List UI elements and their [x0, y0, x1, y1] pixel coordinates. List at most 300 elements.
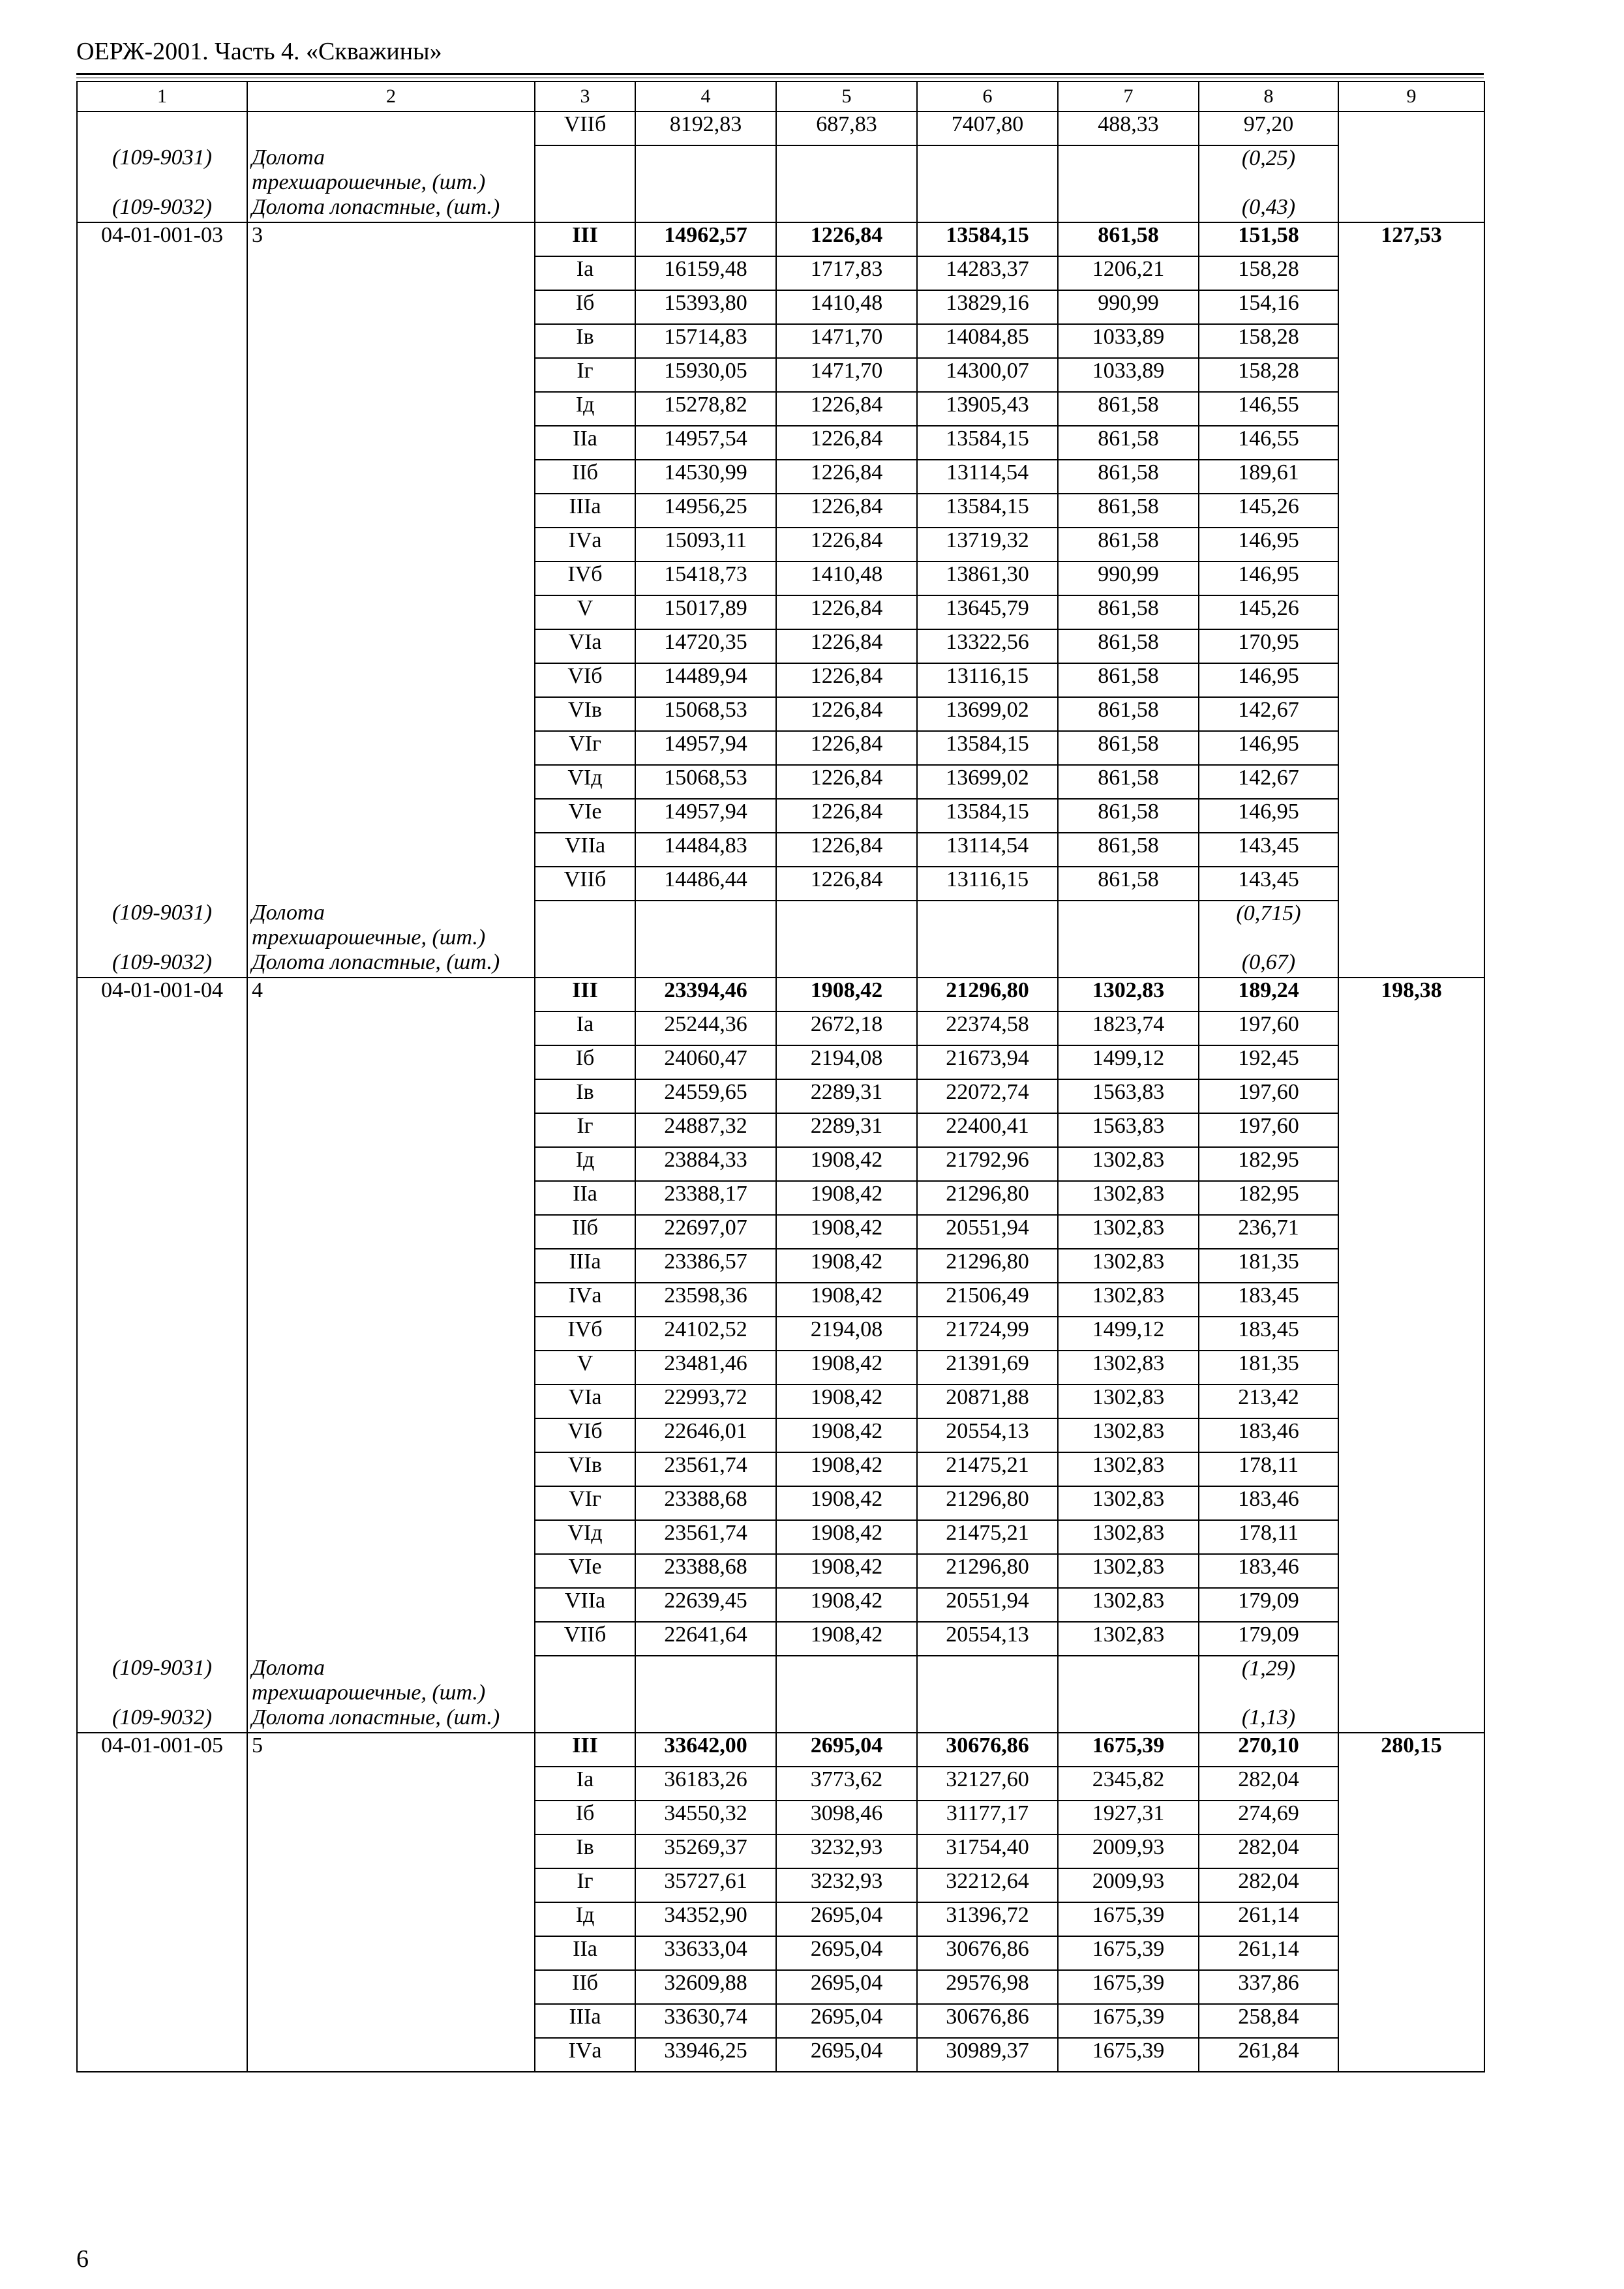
table-row: [77, 1317, 1484, 1351]
group-name: 3: [247, 222, 535, 256]
table-row: [77, 358, 1484, 392]
table-cell: 16159,48: [635, 256, 776, 290]
table-cell: 142,67: [1199, 765, 1338, 799]
table-row: [77, 1520, 1484, 1554]
empty-cell: [1338, 358, 1484, 392]
table-cell: 146,55: [1199, 392, 1338, 426]
table-cell: VIа: [535, 1384, 635, 1418]
empty-cell: [535, 1705, 635, 1733]
table-cell: 30676,86: [917, 1733, 1058, 1767]
table-row: [77, 1215, 1484, 1249]
empty-cell: [247, 1113, 535, 1147]
empty-cell: [1338, 1936, 1484, 1970]
table-cell: 21296,80: [917, 1249, 1058, 1283]
table-cell: 1302,83: [1058, 1622, 1199, 1656]
empty-cell: [1338, 1418, 1484, 1452]
empty-cell: [247, 1520, 535, 1554]
empty-cell: [1338, 256, 1484, 290]
empty-cell: [247, 1147, 535, 1181]
table-cell: 14530,99: [635, 460, 776, 494]
table-cell: 1302,83: [1058, 1283, 1199, 1317]
table-cell: 13584,15: [917, 426, 1058, 460]
table-cell: 1908,42: [776, 1147, 917, 1181]
table-cell: 1908,42: [776, 1351, 917, 1384]
table-cell: 21724,99: [917, 1317, 1058, 1351]
empty-cell: [1338, 528, 1484, 561]
table-cell: 14956,25: [635, 494, 776, 528]
table-cell: 20554,13: [917, 1622, 1058, 1656]
empty-cell: [247, 2004, 535, 2038]
empty-cell: [1338, 833, 1484, 867]
table-cell: 36183,26: [635, 1767, 776, 1801]
table-cell: 13829,16: [917, 290, 1058, 324]
table-cell: 1302,83: [1058, 1384, 1199, 1418]
table-cell: 13584,15: [917, 494, 1058, 528]
empty-cell: [776, 195, 917, 222]
table-cell: 1908,42: [776, 1486, 917, 1520]
table-cell: 21391,69: [917, 1351, 1058, 1384]
table-cell: 861,58: [1058, 426, 1199, 460]
note-name: [247, 145, 535, 195]
note-name-text-2: трехшарошечные, (шт.): [252, 170, 486, 194]
table-cell: 1302,83: [1058, 1351, 1199, 1384]
table-cell: 1675,39: [1058, 1970, 1199, 2004]
table-cell: III: [535, 978, 635, 1011]
table-cell: 23561,74: [635, 1452, 776, 1486]
empty-cell: [776, 950, 917, 978]
table-cell: VIв: [535, 697, 635, 731]
empty-cell: [1338, 1656, 1484, 1705]
table-row: [77, 494, 1484, 528]
table-cell: 1226,84: [776, 528, 917, 561]
table-cell: VIв: [535, 1452, 635, 1486]
table-cell: 282,04: [1199, 1834, 1338, 1868]
table-cell: IIIа: [535, 2004, 635, 2038]
table-cell: 24559,65: [635, 1079, 776, 1113]
table-cell: 25244,36: [635, 1011, 776, 1045]
table-cell: 21296,80: [917, 1181, 1058, 1215]
empty-cell: [1338, 1622, 1484, 1656]
empty-cell: [247, 1767, 535, 1801]
empty-cell: [1338, 426, 1484, 460]
table-cell: 21792,96: [917, 1147, 1058, 1181]
empty-cell: [1338, 1486, 1484, 1520]
table-cell: 181,35: [1199, 1249, 1338, 1283]
empty-cell: [247, 1868, 535, 1902]
empty-cell: [1338, 1249, 1484, 1283]
table-row: [77, 1249, 1484, 1283]
table-row: [77, 392, 1484, 426]
table-cell: IVа: [535, 528, 635, 561]
table-cell: 1563,83: [1058, 1079, 1199, 1113]
note-code: [77, 145, 247, 195]
note-value: [1199, 901, 1338, 950]
table-row: [77, 256, 1484, 290]
table-cell: 179,09: [1199, 1622, 1338, 1656]
empty-cell: [1338, 1011, 1484, 1045]
empty-cell: [776, 1656, 917, 1705]
empty-cell: [247, 1902, 535, 1936]
note-name: [247, 950, 535, 978]
column-number: 7: [1058, 82, 1199, 112]
table-cell: 861,58: [1058, 595, 1199, 629]
note-value-text: (0,715): [1236, 901, 1301, 925]
group-code: 04-01-001-05: [77, 1733, 247, 1767]
empty-cell: [77, 1215, 247, 1249]
table-cell: 14300,07: [917, 358, 1058, 392]
table-cell: 146,95: [1199, 799, 1338, 833]
table-cell: 14283,37: [917, 256, 1058, 290]
table-cell: 13719,32: [917, 528, 1058, 561]
note-code-text: (109-9032): [112, 950, 212, 974]
table-cell: 15278,82: [635, 392, 776, 426]
column-number: 1: [77, 82, 247, 112]
table-cell: 13699,02: [917, 697, 1058, 731]
table-row: [77, 112, 1484, 145]
empty-cell: [77, 1767, 247, 1801]
table-cell: 1302,83: [1058, 1486, 1199, 1520]
table-cell: IIа: [535, 426, 635, 460]
table-cell: 21296,80: [917, 978, 1058, 1011]
material-note-row: [77, 950, 1484, 978]
empty-cell: [77, 1868, 247, 1902]
empty-cell: [247, 112, 535, 145]
note-name: [247, 1656, 535, 1705]
table-cell: 13116,15: [917, 663, 1058, 697]
column-number: 3: [535, 82, 635, 112]
table-cell: 22072,74: [917, 1079, 1058, 1113]
table-cell: 24102,52: [635, 1317, 776, 1351]
table-cell: 22993,72: [635, 1384, 776, 1418]
table-cell: VIг: [535, 731, 635, 765]
table-cell: 15714,83: [635, 324, 776, 358]
table-cell: 13584,15: [917, 731, 1058, 765]
table-cell: 1226,84: [776, 799, 917, 833]
column-number-row: [77, 82, 1484, 112]
empty-cell: [247, 561, 535, 595]
note-value-text: (1,13): [1241, 1705, 1296, 1729]
table-cell: 13322,56: [917, 629, 1058, 663]
table-row: [77, 1868, 1484, 1902]
note-name: [247, 1705, 535, 1733]
empty-cell: [77, 1045, 247, 1079]
empty-cell: [247, 1215, 535, 1249]
table-cell: 33642,00: [635, 1733, 776, 1767]
group-code: 04-01-001-04: [77, 978, 247, 1011]
table-cell: 861,58: [1058, 222, 1199, 256]
table-cell: Iб: [535, 1801, 635, 1834]
table-cell: IIа: [535, 1181, 635, 1215]
table-cell: 182,95: [1199, 1147, 1338, 1181]
table-cell: 990,99: [1058, 290, 1199, 324]
table-cell: 20871,88: [917, 1384, 1058, 1418]
empty-cell: [1338, 1147, 1484, 1181]
table-cell: 30989,37: [917, 2038, 1058, 2072]
table-cell: 861,58: [1058, 697, 1199, 731]
table-cell: 170,95: [1199, 629, 1338, 663]
table-row: [77, 1733, 1484, 1767]
empty-cell: [77, 595, 247, 629]
table-cell: 2289,31: [776, 1079, 917, 1113]
empty-cell: [1338, 392, 1484, 426]
table-cell: 1499,12: [1058, 1317, 1199, 1351]
empty-cell: [1338, 195, 1484, 222]
table-cell: 142,67: [1199, 697, 1338, 731]
empty-cell: [1338, 1588, 1484, 1622]
table-cell: 23561,74: [635, 1520, 776, 1554]
table-cell: 2695,04: [776, 2038, 917, 2072]
table-cell: 1675,39: [1058, 2038, 1199, 2072]
empty-cell: [77, 731, 247, 765]
column-number: 9: [1338, 82, 1484, 112]
table-cell: 1908,42: [776, 1418, 917, 1452]
empty-cell: [77, 1079, 247, 1113]
empty-cell: [917, 950, 1058, 978]
table-cell: 189,61: [1199, 460, 1338, 494]
table-cell: 1302,83: [1058, 1452, 1199, 1486]
empty-cell: [77, 1384, 247, 1418]
table-row: [77, 697, 1484, 731]
table-cell: Iг: [535, 358, 635, 392]
table-row: [77, 1113, 1484, 1147]
empty-cell: [77, 1181, 247, 1215]
note-value: [1199, 950, 1338, 978]
empty-cell: [1058, 145, 1199, 195]
empty-cell: [1338, 731, 1484, 765]
table-row: [77, 1801, 1484, 1834]
note-code-text: (109-9031): [112, 145, 212, 170]
table-cell: 1908,42: [776, 1588, 917, 1622]
table-cell: 213,42: [1199, 1384, 1338, 1418]
table-cell: IIб: [535, 1215, 635, 1249]
table-cell: 2345,82: [1058, 1767, 1199, 1801]
table-row: [77, 765, 1484, 799]
table-cell: Iв: [535, 1079, 635, 1113]
group-name: 5: [247, 1733, 535, 1767]
empty-cell: [247, 629, 535, 663]
table-cell: 24060,47: [635, 1045, 776, 1079]
table-cell: 22697,07: [635, 1215, 776, 1249]
table-cell: 20554,13: [917, 1418, 1058, 1452]
empty-cell: [77, 1554, 247, 1588]
table-cell: 183,46: [1199, 1418, 1338, 1452]
table-cell: 33630,74: [635, 2004, 776, 2038]
table-cell: Iг: [535, 1868, 635, 1902]
table-cell: 1410,48: [776, 561, 917, 595]
empty-cell: [917, 1656, 1058, 1705]
table-cell: Iг: [535, 1113, 635, 1147]
empty-cell: [535, 901, 635, 950]
table-cell: 197,60: [1199, 1011, 1338, 1045]
empty-cell: [247, 833, 535, 867]
column-number: 4: [635, 82, 776, 112]
empty-cell: [77, 765, 247, 799]
table-cell: 189,24: [1199, 978, 1338, 1011]
empty-cell: [77, 1902, 247, 1936]
table-cell: 258,84: [1199, 2004, 1338, 2038]
table-cell: 21475,21: [917, 1452, 1058, 1486]
table-row: [77, 1418, 1484, 1452]
empty-cell: [247, 595, 535, 629]
table-cell: Iд: [535, 1147, 635, 1181]
table-cell: 15068,53: [635, 697, 776, 731]
table-cell: 2194,08: [776, 1045, 917, 1079]
empty-cell: [77, 1801, 247, 1834]
table-cell: 1033,89: [1058, 324, 1199, 358]
table-cell: 261,84: [1199, 2038, 1338, 2072]
header-rule: [76, 73, 1484, 75]
note-code: [77, 950, 247, 978]
table-cell: VIд: [535, 1520, 635, 1554]
note-value-text: (0,43): [1241, 195, 1296, 219]
note-code: [77, 1705, 247, 1733]
table-cell: 13584,15: [917, 222, 1058, 256]
table-row: [77, 1045, 1484, 1079]
table-cell: 2194,08: [776, 1317, 917, 1351]
table-cell: 2695,04: [776, 1902, 917, 1936]
empty-cell: [1338, 1834, 1484, 1868]
empty-cell: [1058, 950, 1199, 978]
table-cell: 30676,86: [917, 1936, 1058, 1970]
empty-cell: [77, 1317, 247, 1351]
table-cell: IIа: [535, 1936, 635, 1970]
table-cell: 178,11: [1199, 1452, 1338, 1486]
table-cell: 32212,64: [917, 1868, 1058, 1902]
table-cell: 3098,46: [776, 1801, 917, 1834]
table-cell: VIIб: [535, 867, 635, 901]
empty-cell: [77, 799, 247, 833]
note-value-text: (1,29): [1241, 1656, 1296, 1681]
table-cell: VIIа: [535, 1588, 635, 1622]
empty-cell: [1338, 290, 1484, 324]
table-cell: 14720,35: [635, 629, 776, 663]
note-code-text: (109-9032): [112, 195, 212, 219]
table-cell: 261,14: [1199, 1902, 1338, 1936]
empty-cell: [917, 901, 1058, 950]
empty-cell: [247, 1283, 535, 1317]
empty-cell: [247, 494, 535, 528]
empty-cell: [1338, 145, 1484, 195]
empty-cell: [247, 1079, 535, 1113]
table-cell: Iа: [535, 1011, 635, 1045]
table-cell: 1226,84: [776, 460, 917, 494]
empty-cell: [77, 2038, 247, 2072]
empty-cell: [1338, 1970, 1484, 2004]
note-value-text: (0,25): [1241, 146, 1296, 170]
table-row: [77, 1147, 1484, 1181]
empty-cell: [77, 1351, 247, 1384]
note-code: [77, 195, 247, 222]
table-cell: 282,04: [1199, 1767, 1338, 1801]
table-cell: 1471,70: [776, 358, 917, 392]
table-cell: 13116,15: [917, 867, 1058, 901]
table-cell: 14957,54: [635, 426, 776, 460]
table-row: [77, 324, 1484, 358]
note-code-text: (109-9032): [112, 1705, 212, 1729]
table-cell: 1302,83: [1058, 978, 1199, 1011]
table-cell: 270,10: [1199, 1733, 1338, 1767]
empty-cell: [247, 290, 535, 324]
table-cell: IVа: [535, 1283, 635, 1317]
empty-cell: [1338, 867, 1484, 901]
note-value-text: (0,67): [1241, 950, 1296, 974]
empty-cell: [77, 1622, 247, 1656]
table-cell: 32127,60: [917, 1767, 1058, 1801]
table-cell: Iа: [535, 256, 635, 290]
table-cell: 31396,72: [917, 1902, 1058, 1936]
table-cell: 15093,11: [635, 528, 776, 561]
table-cell: 1226,84: [776, 595, 917, 629]
empty-cell: [535, 1656, 635, 1705]
table-cell: 2695,04: [776, 1936, 917, 1970]
empty-cell: [1338, 950, 1484, 978]
empty-cell: [247, 1317, 535, 1351]
table-cell: 14084,85: [917, 324, 1058, 358]
table-cell: 3773,62: [776, 1767, 917, 1801]
table-cell: 861,58: [1058, 494, 1199, 528]
empty-cell: [1338, 697, 1484, 731]
empty-cell: [77, 1520, 247, 1554]
table-cell: 14957,94: [635, 731, 776, 765]
empty-cell: [77, 1486, 247, 1520]
table-cell: 236,71: [1199, 1215, 1338, 1249]
table-cell: 145,26: [1199, 494, 1338, 528]
table-cell: 1302,83: [1058, 1554, 1199, 1588]
table-cell: 158,28: [1199, 256, 1338, 290]
table-cell: 861,58: [1058, 528, 1199, 561]
table-cell: 23598,36: [635, 1283, 776, 1317]
table-cell: 1563,83: [1058, 1113, 1199, 1147]
table-cell: 14486,44: [635, 867, 776, 901]
empty-cell: [247, 1384, 535, 1418]
table-row: [77, 1970, 1484, 2004]
table-row: [77, 1351, 1484, 1384]
note-name: [247, 195, 535, 222]
empty-cell: [77, 1011, 247, 1045]
table-cell: VIб: [535, 663, 635, 697]
material-note-row: [77, 145, 1484, 195]
table-cell: VIд: [535, 765, 635, 799]
empty-cell: [1338, 1351, 1484, 1384]
material-note-row: [77, 901, 1484, 950]
table-cell: 1908,42: [776, 1384, 917, 1418]
table-cell: 15393,80: [635, 290, 776, 324]
table-cell: 1226,84: [776, 663, 917, 697]
table-cell: 1471,70: [776, 324, 917, 358]
table-cell: 21296,80: [917, 1486, 1058, 1520]
norms-table: [76, 81, 1485, 2072]
empty-cell: [1338, 1902, 1484, 1936]
table-cell: 687,83: [776, 112, 917, 145]
table-cell: 13645,79: [917, 595, 1058, 629]
table-cell: 14484,83: [635, 833, 776, 867]
page-number: 6: [76, 2245, 89, 2273]
table-row: [77, 1834, 1484, 1868]
empty-cell: [77, 1834, 247, 1868]
empty-cell: [247, 867, 535, 901]
column-number: 8: [1199, 82, 1338, 112]
table-row: [77, 1902, 1484, 1936]
table-cell: 261,14: [1199, 1936, 1338, 1970]
table-cell: 861,58: [1058, 392, 1199, 426]
empty-cell: [535, 195, 635, 222]
table-cell: 31754,40: [917, 1834, 1058, 1868]
empty-cell: [247, 1554, 535, 1588]
table-cell: VIа: [535, 629, 635, 663]
empty-cell: [247, 1936, 535, 1970]
note-name-text-2: трехшарошечные, (шт.): [252, 1681, 486, 1705]
empty-cell: [247, 765, 535, 799]
